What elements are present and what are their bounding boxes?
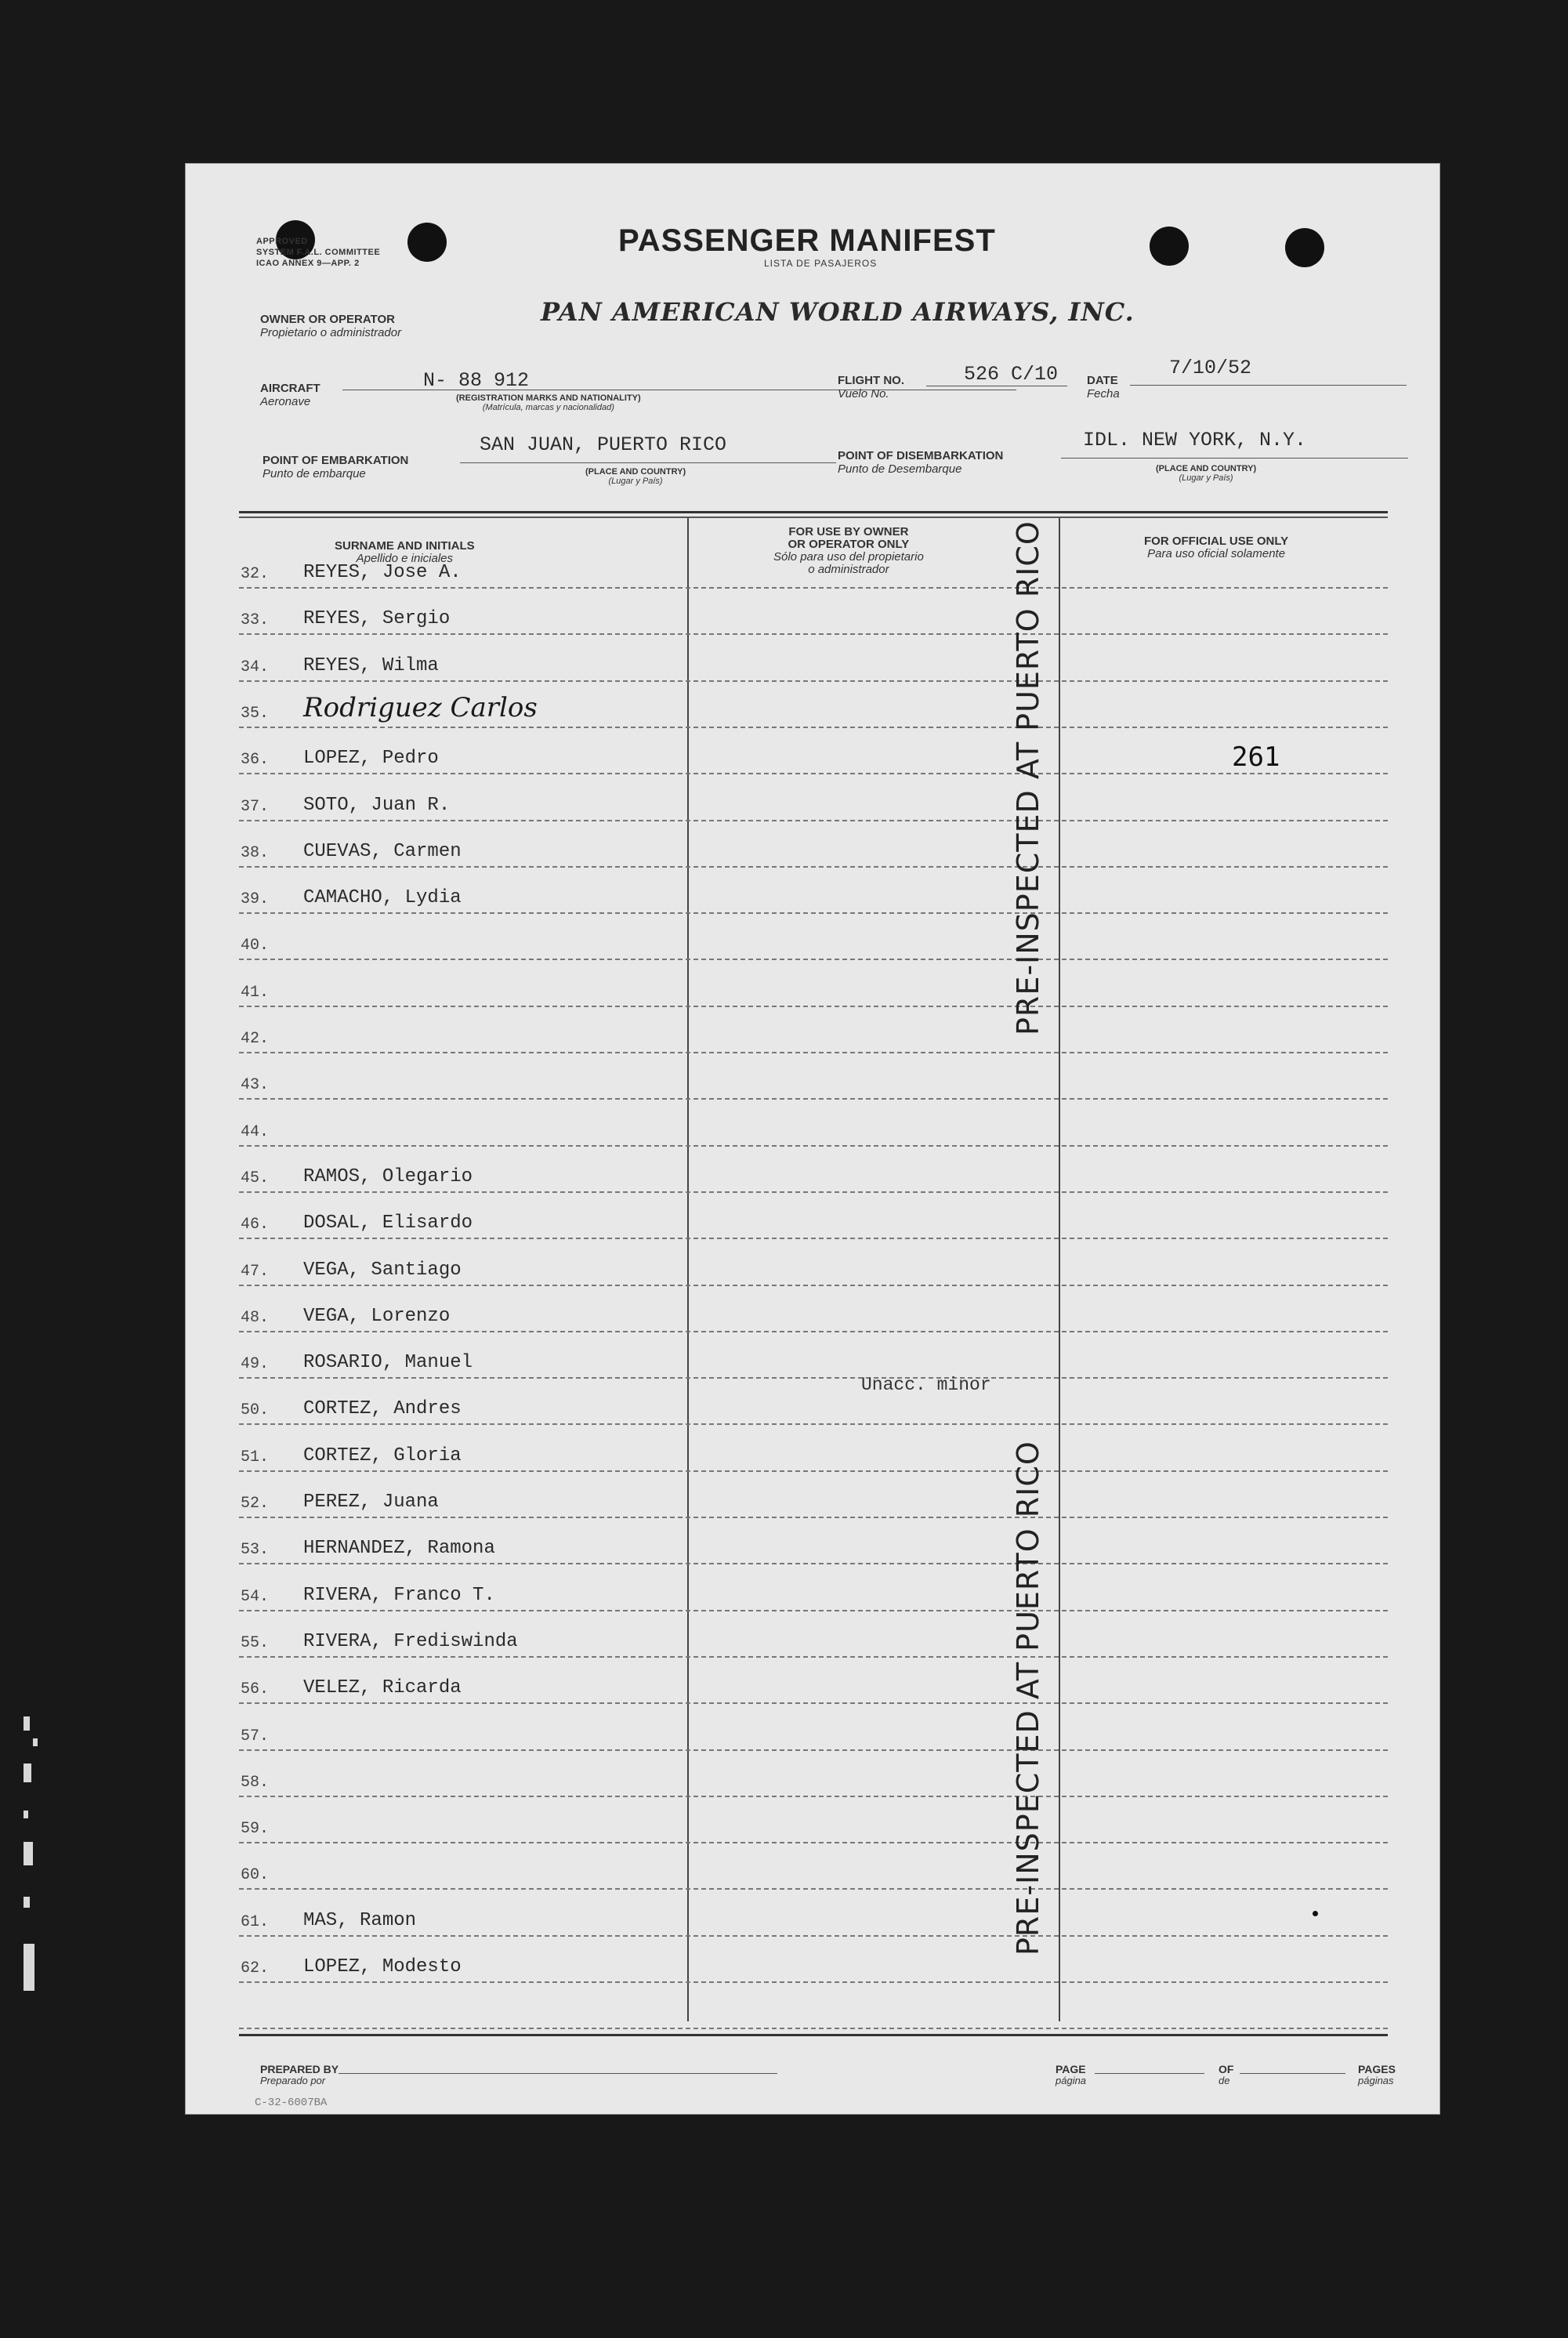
prepared-by-label: PREPARED BY Preparado por	[260, 2063, 339, 2086]
official-entry: 261	[1232, 741, 1280, 773]
punch-hole	[1285, 228, 1324, 267]
disembarkation-label: POINT OF DISEMBARKATION Punto de Desembarque	[838, 449, 1004, 476]
row-number: 48.	[241, 1309, 270, 1327]
row-rule	[239, 1191, 1388, 1193]
row-rule	[239, 1377, 1388, 1379]
passenger-name: ROSARIO, Manuel	[303, 1352, 473, 1373]
page-label: PAGE página	[1056, 2063, 1087, 2086]
row-number: 34.	[241, 658, 270, 676]
passenger-name: MAS, Ramon	[303, 1910, 417, 1931]
row-rule	[239, 1423, 1388, 1425]
owner-column-header: FOR USE BY OWNER OR OPERATOR ONLY Sólo para uso del propietario o administrador	[773, 525, 924, 576]
row-rule	[239, 1842, 1388, 1843]
row-number: 37.	[241, 798, 270, 816]
passenger-name: VEGA, Santiago	[303, 1260, 462, 1281]
passenger-name: REYES, Jose A.	[303, 562, 462, 583]
passenger-name: LOPEZ, Modesto	[303, 1956, 462, 1977]
row-number: 40.	[241, 937, 270, 955]
punch-hole	[407, 223, 447, 262]
passenger-name: RIVERA, Franco T.	[303, 1585, 495, 1606]
row-rule	[239, 1006, 1388, 1007]
passenger-name: RIVERA, Frediswinda	[303, 1631, 518, 1652]
handwritten-name: Rodriguez Carlos	[303, 692, 538, 723]
passenger-name: RAMOS, Olegario	[303, 1166, 473, 1187]
row-number: 41.	[241, 984, 270, 1002]
registration-hint: (REGISTRATION MARKS AND NATIONALITY) (Matrícula, marcas y nacionalidad)	[456, 393, 641, 412]
aircraft-label: AIRCRAFT Aeronave	[260, 382, 320, 408]
row-number: 43.	[241, 1076, 270, 1094]
passenger-name: CORTEZ, Gloria	[303, 1445, 462, 1466]
scan-edge-marks	[24, 1716, 47, 2030]
row-number: 53.	[241, 1541, 270, 1559]
row-rule	[239, 1702, 1388, 1704]
preinspection-stamp: PRE-INSPECTED AT PUERTO RICO	[1011, 520, 1045, 1035]
disembarkation-value: IDL. NEW YORK, N.Y.	[1083, 429, 1307, 451]
row-number: 55.	[241, 1634, 270, 1652]
ink-dot	[1313, 1911, 1318, 1916]
row-rule	[239, 1052, 1388, 1053]
passenger-name: DOSAL, Elisardo	[303, 1212, 473, 1234]
passenger-name: REYES, Sergio	[303, 608, 451, 629]
passenger-name: PEREZ, Juana	[303, 1492, 439, 1513]
row-number: 47.	[241, 1263, 270, 1281]
row-number: 52.	[241, 1495, 270, 1513]
row-number: 54.	[241, 1588, 270, 1606]
row-rule	[239, 1796, 1388, 1797]
passenger-name: LOPEZ, Pedro	[303, 748, 439, 769]
row-rule	[239, 1331, 1388, 1332]
row-rule	[239, 680, 1388, 682]
aircraft-value: N- 88 912	[423, 369, 530, 392]
row-rule	[239, 1610, 1388, 1611]
row-number: 39.	[241, 890, 270, 908]
airline-name: PAN AMERICAN WORLD AIRWAYS, INC.	[541, 297, 1135, 327]
row-rule	[239, 912, 1388, 914]
row-rule	[239, 1981, 1388, 1983]
row-rule	[239, 1470, 1388, 1472]
row-number: 45.	[241, 1169, 270, 1187]
row-number: 33.	[241, 611, 270, 629]
row-number: 58.	[241, 1774, 270, 1792]
row-number: 50.	[241, 1401, 270, 1419]
flight-label: FLIGHT NO. Vuelo No.	[838, 374, 904, 401]
row-number: 51.	[241, 1448, 270, 1466]
passenger-name: CAMACHO, Lydia	[303, 887, 462, 908]
approval-note: APPROVED SYSTEM F.A.L. COMMITTEE ICAO ANNEX 9—APP. 2	[256, 237, 381, 268]
passenger-name: VEGA, Lorenzo	[303, 1306, 451, 1327]
row-number: 56.	[241, 1680, 270, 1698]
row-rule	[239, 1656, 1388, 1658]
row-number: 59.	[241, 1820, 270, 1838]
owner-label: OWNER OR OPERATOR Propietario o administrador	[260, 313, 402, 339]
surname-column-header: SURNAME AND INITIALS Apellido e iniciales	[335, 539, 475, 565]
row-rule	[239, 727, 1388, 728]
page-title: PASSENGER MANIFEST	[618, 223, 996, 258]
row-rule	[239, 1563, 1388, 1564]
row-number: 42.	[241, 1030, 270, 1048]
of-label: OF de	[1219, 2063, 1234, 2086]
row-number: 46.	[241, 1216, 270, 1234]
row-rule	[239, 1098, 1388, 1100]
manifest-sheet	[186, 164, 1439, 2114]
page-subtitle: LISTA DE PASAJEROS	[764, 258, 878, 269]
row-rule	[239, 1238, 1388, 1239]
row-rule	[239, 1749, 1388, 1751]
passenger-name: CORTEZ, Andres	[303, 1398, 462, 1419]
place-hint-2: (PLACE AND COUNTRY) (Lugar y País)	[1156, 464, 1257, 483]
row-rule	[239, 820, 1388, 821]
row-number: 36.	[241, 751, 270, 769]
row-rule	[239, 633, 1388, 635]
row-rule	[239, 959, 1388, 960]
row-rule	[239, 866, 1388, 868]
passenger-name: CUEVAS, Carmen	[303, 841, 462, 862]
form-code: C-32-6007BA	[255, 2097, 328, 2109]
row-number: 32.	[241, 565, 270, 583]
embarkation-value: SAN JUAN, PUERTO RICO	[480, 433, 727, 456]
row-number: 44.	[241, 1123, 270, 1141]
flight-value: 526 C/10	[964, 363, 1059, 386]
row-number: 61.	[241, 1913, 270, 1931]
pages-label: PAGES páginas	[1358, 2063, 1396, 2086]
place-hint: (PLACE AND COUNTRY) (Lugar y País)	[585, 467, 686, 486]
date-label: DATE Fecha	[1087, 374, 1120, 401]
row-number: 38.	[241, 844, 270, 862]
row-rule	[239, 1517, 1388, 1518]
row-number: 35.	[241, 705, 270, 723]
date-value: 7/10/52	[1169, 357, 1252, 379]
passenger-name: VELEZ, Ricarda	[303, 1677, 462, 1698]
row-rule	[239, 1888, 1388, 1890]
row-number: 60.	[241, 1866, 270, 1884]
official-column-header: FOR OFFICIAL USE ONLY Para uso oficial solamente	[1144, 535, 1289, 560]
row-rule	[239, 1935, 1388, 1937]
operator-note: Unacc. minor	[861, 1375, 991, 1395]
row-rule	[239, 2028, 1388, 2029]
passenger-name: HERNANDEZ, Ramona	[303, 1538, 495, 1559]
row-number: 62.	[241, 1959, 270, 1977]
preinspection-stamp: PRE-INSPECTED AT PUERTO RICO	[1011, 1441, 1045, 1956]
passenger-name: SOTO, Juan R.	[303, 795, 451, 816]
row-rule	[239, 587, 1388, 589]
row-rule	[239, 773, 1388, 774]
row-rule	[239, 1285, 1388, 1286]
row-rule	[239, 1145, 1388, 1147]
row-number: 49.	[241, 1355, 270, 1373]
row-number: 57.	[241, 1727, 270, 1745]
embarkation-label: POINT OF EMBARKATION Punto de embarque	[263, 454, 409, 480]
passenger-name: REYES, Wilma	[303, 655, 439, 676]
punch-hole	[1150, 227, 1189, 266]
